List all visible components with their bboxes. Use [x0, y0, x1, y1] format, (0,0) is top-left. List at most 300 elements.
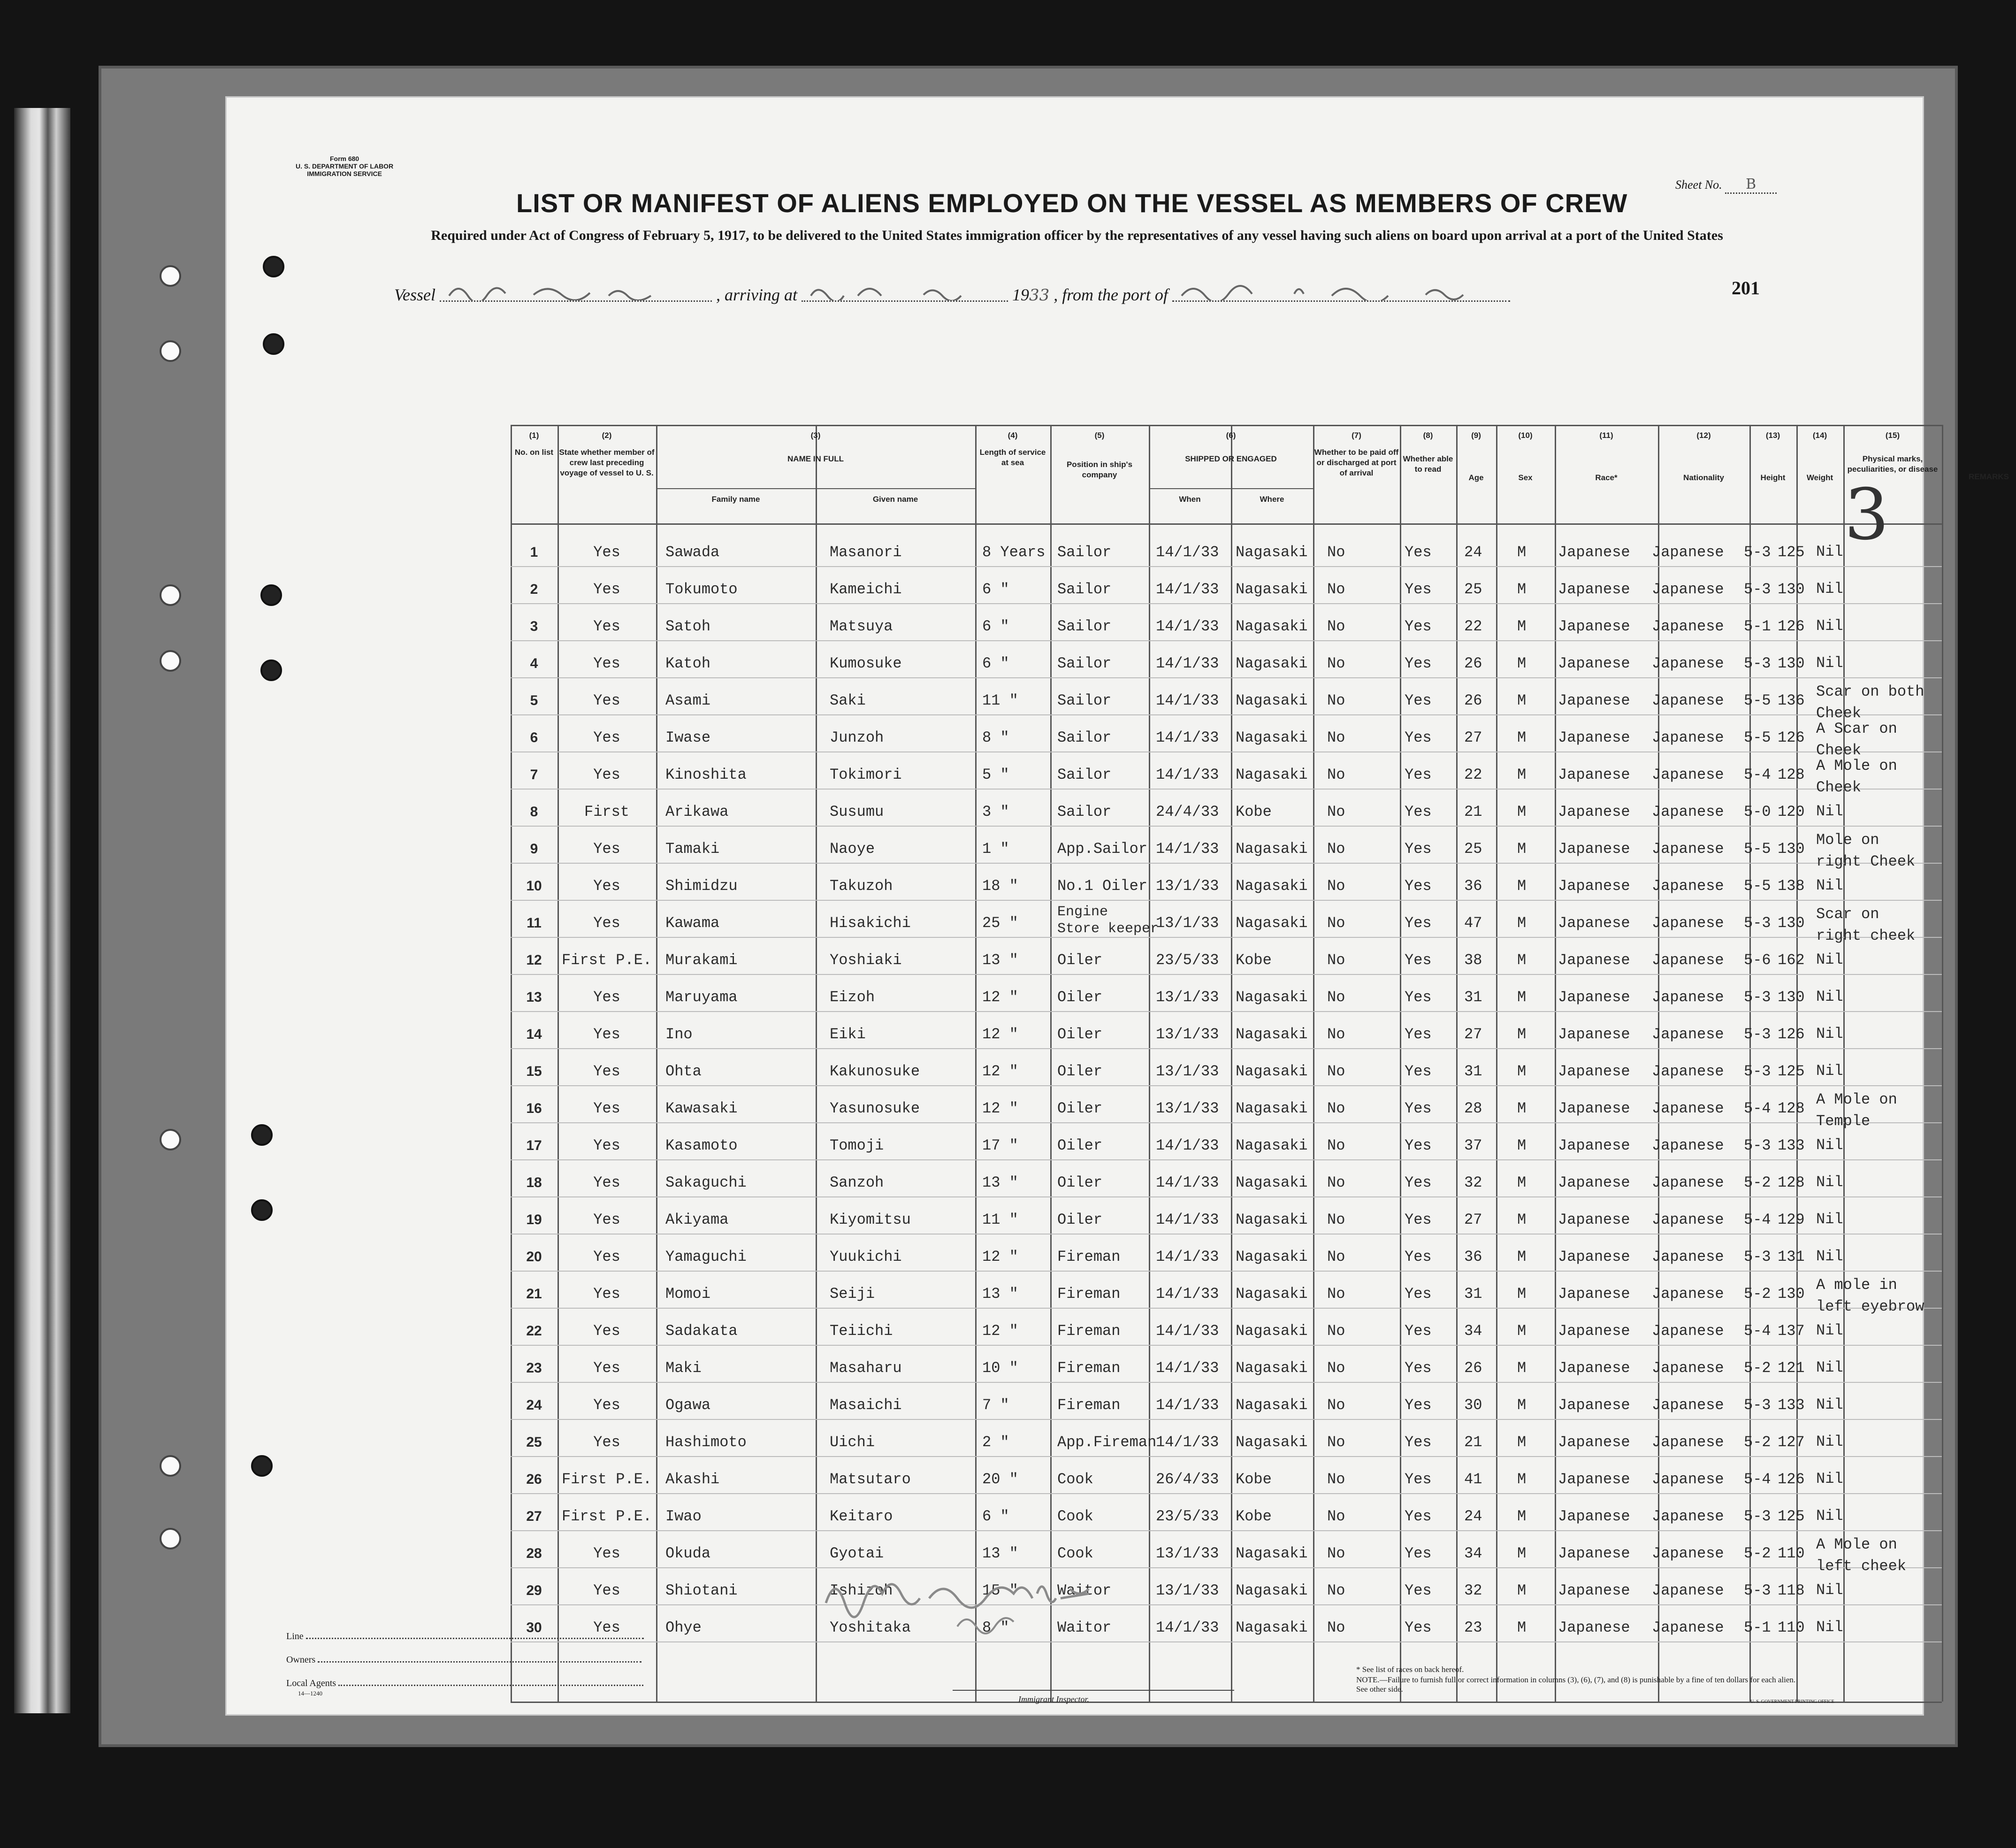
- row-weight: 130: [1778, 655, 1805, 672]
- row-race: Japanese: [1558, 840, 1630, 858]
- margin-annotation: 3: [1844, 474, 1889, 556]
- col-3b-header: Given name: [872, 495, 918, 504]
- row-family-name: Sakaguchi: [665, 1174, 747, 1191]
- row-paid-off: No: [1327, 840, 1345, 858]
- row-nationality: Japanese: [1652, 581, 1724, 598]
- row-race: Japanese: [1558, 1322, 1630, 1340]
- punch-hole: [263, 256, 284, 277]
- column-rule: [975, 425, 977, 1702]
- row-position: Fireman: [1057, 1396, 1121, 1414]
- row-weight: 162: [1778, 951, 1805, 969]
- row-height: 5-6: [1744, 951, 1771, 969]
- row-shipped-when: 13/1/33: [1156, 1026, 1219, 1043]
- row-nationality: Japanese: [1652, 655, 1724, 672]
- row-age: 26: [1464, 1359, 1482, 1377]
- row-age: 21: [1464, 1434, 1482, 1451]
- row-weight: 136: [1778, 692, 1805, 709]
- row-position: Oiler: [1057, 951, 1103, 969]
- row-physical-marks: Nil: [1816, 1211, 1843, 1228]
- footer-line-label: Line: [286, 1631, 304, 1641]
- row-physical-marks: Mole on right Cheek: [1816, 831, 1916, 870]
- crew-manifest-table: [511, 425, 2009, 1702]
- row-rule: [511, 1271, 1942, 1272]
- punch-hole: [160, 584, 181, 606]
- row-age: 25: [1464, 840, 1482, 858]
- row-sex: M: [1517, 1508, 1527, 1525]
- sheet-label: Sheet No.: [1675, 178, 1722, 192]
- row-shipped-when: 13/1/33: [1156, 877, 1219, 895]
- row-rule: [511, 1159, 1942, 1160]
- row-number: 22: [526, 1323, 542, 1339]
- row-number: 12: [526, 952, 542, 968]
- row-shipped-when: 14/1/33: [1156, 1359, 1219, 1377]
- punch-hole: [160, 1129, 181, 1150]
- row-age: 27: [1464, 729, 1482, 746]
- punch-hole: [160, 340, 181, 362]
- row-able-to-read: Yes: [1405, 544, 1432, 561]
- row-shipped-where: Kobe: [1236, 951, 1272, 969]
- row-height: 5-1: [1744, 1619, 1771, 1636]
- row-able-to-read: Yes: [1405, 581, 1432, 598]
- row-paid-off: No: [1327, 1322, 1345, 1340]
- row-service-length: 5 ": [982, 766, 1009, 783]
- row-given-name: Eizoh: [830, 989, 875, 1006]
- inspector-caption: Immigrant Inspector.: [1018, 1695, 1089, 1704]
- row-position: Sailor: [1057, 655, 1112, 672]
- row-weight: 121: [1778, 1359, 1805, 1377]
- row-able-to-read: Yes: [1405, 989, 1432, 1006]
- row-given-name: Masaharu: [830, 1359, 902, 1377]
- row-shipped-where: Nagasaki: [1236, 1396, 1308, 1414]
- row-number: 7: [530, 767, 538, 782]
- row-rule: [511, 863, 1942, 864]
- row-number: 21: [526, 1286, 542, 1302]
- row-age: 36: [1464, 1248, 1482, 1265]
- row-height: 5-3: [1744, 581, 1771, 598]
- row-given-name: Uichi: [830, 1434, 875, 1451]
- row-rule: [511, 1345, 1942, 1346]
- row-shipped-where: Nagasaki: [1236, 914, 1308, 932]
- row-able-to-read: Yes: [1405, 1582, 1432, 1599]
- row-race: Japanese: [1558, 1211, 1630, 1228]
- row-position: No.1 Oiler: [1057, 877, 1148, 895]
- column-rule: [816, 425, 817, 1702]
- row-shipped-when: 14/1/33: [1156, 692, 1219, 709]
- page-number: 201: [1732, 277, 1760, 299]
- row-race: Japanese: [1558, 1545, 1630, 1562]
- row-given-name: Takuzoh: [830, 877, 893, 895]
- header-rule: [656, 488, 975, 489]
- row-previous-voyage: Yes: [593, 1322, 620, 1340]
- row-service-length: 13 ": [982, 1174, 1018, 1191]
- col-2-header: (2) State whether member of crew last preceding voyage of vessel to U. S.: [559, 431, 655, 477]
- row-age: 30: [1464, 1396, 1482, 1414]
- row-race: Japanese: [1558, 877, 1630, 895]
- row-given-name: Kakunosuke: [830, 1063, 920, 1080]
- column-rule: [1231, 425, 1232, 1702]
- row-number: 24: [526, 1397, 542, 1413]
- column-rule: [1050, 425, 1052, 1702]
- punch-hole: [260, 584, 282, 606]
- row-age: 28: [1464, 1100, 1482, 1117]
- row-given-name: Eiki: [830, 1026, 866, 1043]
- row-shipped-when: 14/1/33: [1156, 618, 1219, 635]
- row-rule: [511, 1196, 1942, 1197]
- row-able-to-read: Yes: [1405, 1545, 1432, 1562]
- row-paid-off: No: [1327, 618, 1345, 635]
- row-rule: [511, 640, 1942, 641]
- row-paid-off: No: [1327, 1471, 1345, 1488]
- row-shipped-where: Nagasaki: [1236, 1619, 1308, 1636]
- row-number: 18: [526, 1175, 542, 1190]
- row-number: 15: [526, 1064, 542, 1079]
- row-height: 5-3: [1744, 1063, 1771, 1080]
- row-rule: [511, 1085, 1942, 1086]
- row-nationality: Japanese: [1652, 1026, 1724, 1043]
- col-13-header: (13) Height: [1760, 431, 1786, 482]
- row-height: 5-4: [1744, 1471, 1771, 1488]
- row-nationality: Japanese: [1652, 951, 1724, 969]
- row-paid-off: No: [1327, 1434, 1345, 1451]
- row-shipped-when: 14/1/33: [1156, 1285, 1219, 1303]
- row-number: 20: [526, 1249, 542, 1265]
- row-rule: [511, 826, 1942, 827]
- row-able-to-read: Yes: [1405, 1359, 1432, 1377]
- row-service-length: 13 ": [982, 1285, 1018, 1303]
- row-service-length: 7 ": [982, 1396, 1009, 1414]
- row-paid-off: No: [1327, 1063, 1345, 1080]
- row-weight: 129: [1778, 1211, 1805, 1228]
- col-5-header: (5) Position in ship's company: [1066, 431, 1133, 479]
- col-4-header: (4) Length of service at sea: [979, 431, 1046, 467]
- row-height: 5-5: [1744, 692, 1771, 709]
- service-name: IMMIGRATION SERVICE: [307, 170, 382, 177]
- row-number: 4: [530, 656, 538, 671]
- row-paid-off: No: [1327, 803, 1345, 820]
- punch-hole: [160, 265, 181, 287]
- row-position: Sailor: [1057, 729, 1112, 746]
- row-height: 5-3: [1744, 1026, 1771, 1043]
- row-shipped-when: 14/1/33: [1156, 544, 1219, 561]
- row-previous-voyage: Yes: [593, 692, 620, 709]
- row-nationality: Japanese: [1652, 1396, 1724, 1414]
- row-physical-marks: Nil: [1816, 1136, 1843, 1154]
- row-previous-voyage: Yes: [593, 655, 620, 672]
- row-number: 5: [530, 693, 538, 708]
- row-service-length: 6 ": [982, 655, 1009, 672]
- row-number: 14: [526, 1027, 542, 1042]
- row-physical-marks: Nil: [1816, 1248, 1843, 1265]
- row-rule: [511, 1011, 1942, 1012]
- row-shipped-where: Nagasaki: [1236, 840, 1308, 858]
- row-age: 27: [1464, 1211, 1482, 1228]
- punch-hole: [251, 1124, 273, 1146]
- row-height: 5-3: [1744, 655, 1771, 672]
- row-number: 23: [526, 1360, 542, 1376]
- row-given-name: Masaichi: [830, 1396, 902, 1414]
- row-age: 31: [1464, 1285, 1482, 1303]
- row-race: Japanese: [1558, 1582, 1630, 1599]
- row-physical-marks: Nil: [1816, 988, 1843, 1005]
- row-service-length: 12 ": [982, 989, 1018, 1006]
- row-number: 25: [526, 1434, 542, 1450]
- row-service-length: 20 ": [982, 1471, 1018, 1488]
- row-paid-off: No: [1327, 1545, 1345, 1562]
- row-family-name: Yamaguchi: [665, 1248, 747, 1265]
- row-paid-off: No: [1327, 1285, 1345, 1303]
- row-age: 26: [1464, 692, 1482, 709]
- row-shipped-when: 14/1/33: [1156, 655, 1219, 672]
- row-given-name: Teiichi: [830, 1322, 893, 1340]
- row-able-to-read: Yes: [1405, 1508, 1432, 1525]
- row-weight: 131: [1778, 1248, 1805, 1265]
- row-race: Japanese: [1558, 1026, 1630, 1043]
- punch-hole: [160, 1528, 181, 1549]
- sheet-number: [1675, 176, 1777, 194]
- row-weight: 120: [1778, 803, 1805, 820]
- row-sex: M: [1517, 581, 1527, 598]
- year-suffix: 33: [1029, 286, 1050, 305]
- row-shipped-when: 13/1/33: [1156, 1545, 1219, 1562]
- row-sex: M: [1517, 692, 1527, 709]
- row-age: 21: [1464, 803, 1482, 820]
- row-number: 29: [526, 1583, 542, 1598]
- row-shipped-when: 14/1/33: [1156, 1322, 1219, 1340]
- row-race: Japanese: [1558, 692, 1630, 709]
- row-rule: [511, 1530, 1942, 1531]
- row-number: 11: [527, 915, 542, 931]
- row-able-to-read: Yes: [1405, 1174, 1432, 1191]
- row-sex: M: [1517, 1322, 1527, 1340]
- col-12-header: (12) Nationality: [1683, 431, 1724, 482]
- row-height: 5-3: [1744, 1396, 1771, 1414]
- arrival-port-handwritten: [802, 282, 1008, 302]
- row-age: 24: [1464, 1508, 1482, 1525]
- row-physical-marks: Nil: [1816, 1025, 1843, 1043]
- row-shipped-where: Nagasaki: [1236, 1137, 1308, 1154]
- row-previous-voyage: Yes: [593, 1174, 620, 1191]
- row-nationality: Japanese: [1652, 1285, 1724, 1303]
- row-age: 22: [1464, 618, 1482, 635]
- row-sex: M: [1517, 1026, 1527, 1043]
- row-weight: 128: [1778, 766, 1805, 783]
- row-nationality: Japanese: [1652, 729, 1724, 746]
- row-given-name: Kiyomitsu: [830, 1211, 911, 1228]
- row-sex: M: [1517, 1359, 1527, 1377]
- column-rule: [1843, 425, 1845, 1702]
- row-given-name: Tokimori: [830, 766, 902, 783]
- row-shipped-when: 14/1/33: [1156, 729, 1219, 746]
- row-nationality: Japanese: [1652, 1508, 1724, 1525]
- row-position: Sailor: [1057, 581, 1112, 598]
- row-given-name: Matsutaro: [830, 1471, 911, 1488]
- row-shipped-when: 13/1/33: [1156, 1582, 1219, 1599]
- row-weight: 130: [1778, 840, 1805, 858]
- row-position: Waitor: [1057, 1582, 1112, 1599]
- row-previous-voyage: Yes: [593, 1359, 620, 1377]
- row-given-name: Masanori: [830, 544, 902, 561]
- col-7-header: (7) Whether to be paid off or discharged at port of arrival: [1314, 431, 1399, 477]
- row-race: Japanese: [1558, 766, 1630, 783]
- row-physical-marks: Nil: [1816, 1173, 1843, 1191]
- row-sex: M: [1517, 1471, 1527, 1488]
- row-position: Sailor: [1057, 803, 1112, 820]
- row-shipped-when: 14/1/33: [1156, 1396, 1219, 1414]
- row-able-to-read: Yes: [1405, 877, 1432, 895]
- row-previous-voyage: Yes: [593, 914, 620, 932]
- row-sex: M: [1517, 1063, 1527, 1080]
- row-service-length: 17 ": [982, 1137, 1018, 1154]
- row-rule: [511, 1493, 1942, 1494]
- row-weight: 130: [1778, 914, 1805, 932]
- row-paid-off: No: [1327, 877, 1345, 895]
- row-physical-marks: Nil: [1816, 1359, 1843, 1376]
- row-sex: M: [1517, 1619, 1527, 1636]
- row-shipped-where: Kobe: [1236, 1508, 1272, 1525]
- row-service-length: 12 ": [982, 1100, 1018, 1117]
- row-age: 37: [1464, 1137, 1482, 1154]
- row-age: 38: [1464, 951, 1482, 969]
- row-number: 6: [530, 730, 538, 745]
- row-able-to-read: Yes: [1405, 1063, 1432, 1080]
- row-sex: M: [1517, 914, 1527, 932]
- row-nationality: Japanese: [1652, 766, 1724, 783]
- row-height: 5-2: [1744, 1359, 1771, 1377]
- row-family-name: Tokumoto: [665, 581, 738, 598]
- column-rule: [1555, 425, 1556, 1702]
- row-position: Oiler: [1057, 1211, 1103, 1228]
- row-height: 5-4: [1744, 1211, 1771, 1228]
- row-shipped-where: Nagasaki: [1236, 989, 1308, 1006]
- row-service-length: 6 ": [982, 581, 1009, 598]
- row-rule: [511, 937, 1942, 938]
- row-height: 5-2: [1744, 1285, 1771, 1303]
- row-sex: M: [1517, 1396, 1527, 1414]
- row-previous-voyage: Yes: [593, 1100, 620, 1117]
- row-physical-marks: Nil: [1816, 951, 1843, 968]
- row-nationality: Japanese: [1652, 1582, 1724, 1599]
- printer-imprint: U. S. GOVERNMENT PRINTING OFFICE: [1750, 1699, 1834, 1704]
- row-rule: [511, 900, 1942, 901]
- row-nationality: Japanese: [1652, 803, 1724, 820]
- row-position: Fireman: [1057, 1322, 1121, 1340]
- row-weight: 127: [1778, 1434, 1805, 1451]
- row-given-name: Yoshiaki: [830, 951, 902, 969]
- row-height: 5-3: [1744, 1508, 1771, 1525]
- row-nationality: Japanese: [1652, 1248, 1724, 1265]
- row-able-to-read: Yes: [1405, 951, 1432, 969]
- row-position: Fireman: [1057, 1285, 1121, 1303]
- row-family-name: Kinoshita: [665, 766, 747, 783]
- row-shipped-when: 14/1/33: [1156, 1137, 1219, 1154]
- row-physical-marks: Nil: [1816, 617, 1843, 635]
- punch-hole: [263, 333, 284, 355]
- row-rule: [511, 1382, 1942, 1383]
- row-paid-off: No: [1327, 729, 1345, 746]
- column-rule: [1496, 425, 1497, 1702]
- row-position: Sailor: [1057, 692, 1112, 709]
- row-family-name: Shimidzu: [665, 877, 738, 895]
- row-physical-marks: Nil: [1816, 1581, 1843, 1599]
- departure-port-handwritten: [1172, 282, 1510, 302]
- row-able-to-read: Yes: [1405, 692, 1432, 709]
- row-family-name: Kasamoto: [665, 1137, 738, 1154]
- row-weight: 128: [1778, 1100, 1805, 1117]
- row-shipped-when: 23/5/33: [1156, 951, 1219, 969]
- row-paid-off: No: [1327, 1248, 1345, 1265]
- row-service-length: 12 ": [982, 1248, 1018, 1265]
- row-height: 5-0: [1744, 803, 1771, 820]
- row-sex: M: [1517, 618, 1527, 635]
- row-age: 47: [1464, 914, 1482, 932]
- row-position: Cook: [1057, 1471, 1093, 1488]
- column-rule: [1456, 425, 1458, 1702]
- row-able-to-read: Yes: [1405, 1619, 1432, 1636]
- row-age: 41: [1464, 1471, 1482, 1488]
- row-weight: 110: [1778, 1619, 1805, 1636]
- row-previous-voyage: Yes: [593, 840, 620, 858]
- row-sex: M: [1517, 1100, 1527, 1117]
- row-nationality: Japanese: [1652, 1322, 1724, 1340]
- row-able-to-read: Yes: [1405, 1211, 1432, 1228]
- row-given-name: Sanzoh: [830, 1174, 884, 1191]
- row-able-to-read: Yes: [1405, 1471, 1432, 1488]
- column-rule: [557, 425, 559, 1702]
- col-16-header: REMARKS: [1969, 472, 2009, 481]
- row-sex: M: [1517, 766, 1527, 783]
- row-shipped-when: 13/1/33: [1156, 989, 1219, 1006]
- row-nationality: Japanese: [1652, 1434, 1724, 1451]
- row-position: Fireman: [1057, 1248, 1121, 1265]
- col-6-header: (6) SHIPPED OR ENGAGED: [1185, 431, 1277, 463]
- row-rule: [511, 789, 1942, 790]
- row-weight: 125: [1778, 1063, 1805, 1080]
- row-number: 16: [526, 1101, 542, 1116]
- row-family-name: Maruyama: [665, 989, 738, 1006]
- row-sex: M: [1517, 1174, 1527, 1191]
- column-rule: [1400, 425, 1401, 1702]
- row-race: Japanese: [1558, 1285, 1630, 1303]
- row-age: 31: [1464, 1063, 1482, 1080]
- row-shipped-where: Nagasaki: [1236, 1174, 1308, 1191]
- row-height: 5-4: [1744, 1322, 1771, 1340]
- row-physical-marks: Nil: [1816, 803, 1843, 820]
- column-rule: [1313, 425, 1314, 1702]
- punch-hole: [251, 1455, 273, 1477]
- row-weight: 133: [1778, 1396, 1805, 1414]
- row-paid-off: No: [1327, 1619, 1345, 1636]
- row-weight: 126: [1778, 1026, 1805, 1043]
- row-weight: 118: [1778, 1582, 1805, 1599]
- row-sex: M: [1517, 1582, 1527, 1599]
- row-age: 23: [1464, 1619, 1482, 1636]
- row-previous-voyage: First P.E.: [561, 1471, 652, 1488]
- row-rule: [511, 1567, 1942, 1568]
- row-nationality: Japanese: [1652, 1545, 1724, 1562]
- row-previous-voyage: Yes: [593, 1545, 620, 1562]
- punch-hole: [160, 650, 181, 672]
- row-physical-marks: Nil: [1816, 1618, 1843, 1636]
- row-sex: M: [1517, 840, 1527, 858]
- row-previous-voyage: First P.E.: [561, 951, 652, 969]
- row-paid-off: No: [1327, 1211, 1345, 1228]
- row-given-name: Matsuya: [830, 618, 893, 635]
- row-given-name: Seiji: [830, 1285, 875, 1303]
- row-given-name: Hisakichi: [830, 914, 911, 932]
- vessel-name-handwritten: [440, 282, 712, 302]
- row-nationality: Japanese: [1652, 877, 1724, 895]
- row-service-length: 6 ": [982, 618, 1009, 635]
